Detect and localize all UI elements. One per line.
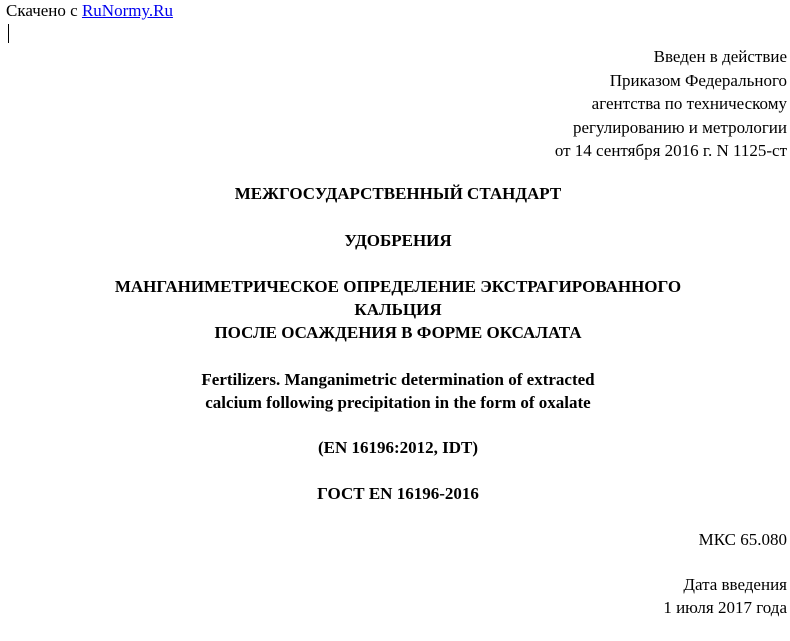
source-prefix: Скачено с [6,1,82,20]
source-link[interactable]: RuNormy.Ru [81,1,173,20]
subject-heading: УДОБРЕНИЯ [344,231,452,250]
effective-date-block [663,574,787,619]
mks-code: МКС 65.080 [698,530,787,549]
russian-title-line: ПОСЛЕ ОСАЖДЕНИЯ В ФОРМЕ ОКСАЛАТА [214,323,582,342]
english-title-line: Fertilizers. Manganimetric determination of extracted [201,370,595,389]
effective-date-label: Дата введения [683,575,787,594]
text-cursor [8,24,9,43]
equivalence-note: (EN 16196:2012, IDT) [317,438,479,457]
enactment-line: от 14 сентября 2016 г. N 1125-ст [554,141,787,160]
enactment-line: регулированию и метрологии [572,117,787,137]
source-line [6,1,173,21]
russian-title-line: КАЛЬЦИЯ [354,300,442,319]
english-title [0,368,790,414]
standard-type-heading: МЕЖГОСУДАРСТВЕННЫЙ СТАНДАРТ [234,184,562,203]
enactment-line: Приказом Федерального [609,70,787,90]
effective-date-value: 1 июля 2017 года [663,597,787,617]
english-title-line: calcium following precipitation in the form of oxalate [205,393,591,412]
enactment-line: агентства по техническому [591,94,787,113]
russian-title-line: МАНГАНИМЕТРИЧЕСКОЕ ОПРЕДЕЛЕНИЕ ЭКСТРАГИРОВАННОГО [114,277,682,296]
enactment-line: Введен в действие [653,47,787,66]
standard-designation: ГОСТ EN 16196-2016 [317,484,479,503]
russian-title [0,275,790,344]
enactment-note [555,45,787,163]
